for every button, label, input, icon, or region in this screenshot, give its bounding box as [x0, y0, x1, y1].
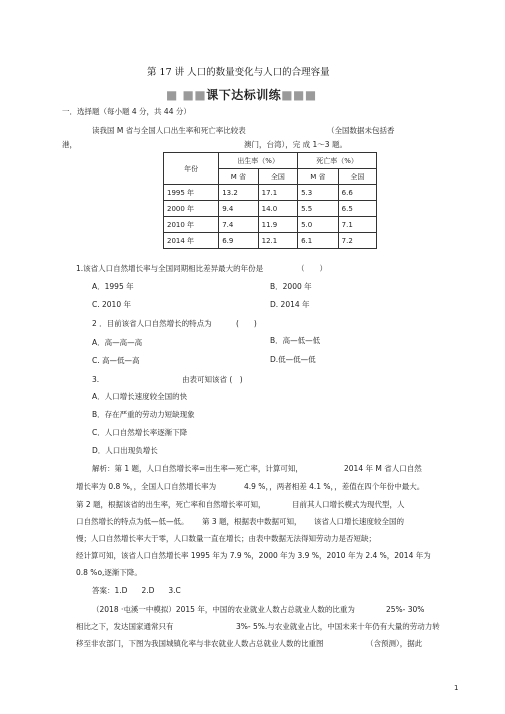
intro-line-1: 读我国 M 省与全国人口出生率和死亡率比较表 [92, 126, 246, 135]
question-3-option-c: C．人口自然增长率逐渐下降 [92, 428, 188, 437]
question-1-option-d: D. 2014 年 [270, 300, 310, 309]
question-3-option-b: B．存在严重的劳动力短缺现象 [92, 410, 195, 419]
analysis-line-1a: 解析：第 1 题，人口自然增长率=出生率—死亡率，计算可知， [92, 464, 303, 473]
table-header-death: 死亡率（%） [298, 153, 377, 169]
analysis-line-6: 经计算可知，该省人口自然增长率 1995 年为 7.9 %，2000 年为 3.9 %，2010 年为 2.4 %，2014 年为 [76, 551, 431, 560]
analysis-line-1b: 2014 年 M 省人口自然 [344, 464, 422, 473]
page-title: 第 17 讲 人口的数量变化与人口的合理容量 [147, 67, 330, 78]
table-cell: 5.5 [298, 201, 339, 217]
banner-text: 课下达标训练 [206, 88, 282, 102]
analysis-line-2a: 增长率为 0.8 %，，全国人口自然增长率为 [76, 482, 217, 491]
analysis-line-2b: 4.9 %，，两者相差 4.1 %，，差值在四个年份中最大。 [244, 482, 425, 491]
banner-right-blocks: ■■■ [281, 88, 317, 102]
table-cell: 6.5 [338, 201, 376, 217]
table-cell: 7.4 [219, 217, 258, 233]
question-2-paren: ( ) [236, 319, 257, 328]
analysis-line-3a: 第 2 题，根据该省的出生率，死亡率和自然增长率可知， [76, 500, 266, 509]
question-2-option-c: C. 高—低—高 [92, 356, 140, 365]
table-row [164, 201, 377, 217]
answer-3: 3.C [168, 586, 181, 595]
analysis-line-5: 慢；人口自然增长率大于零，人口数量一直在增长；由表中数据无法得知劳动力是否短缺； [76, 534, 376, 543]
table-subheader: M 省 [219, 169, 258, 185]
table-cell: 14.0 [258, 201, 297, 217]
next-line-2b: 3%- 5%.与农业就业占比，中国未来十年仍有大量的劳动力转 [236, 622, 440, 631]
next-line-1a: （2018 ·屯溪一中模拟）2015 年，中国的农业就业人数占总就业人数的比重为 [92, 605, 355, 614]
question-3-number: 3. [92, 375, 100, 384]
table-subheader: 全国 [258, 169, 297, 185]
answer-label: 答案： [92, 586, 115, 595]
question-2-option-a: A．高—高—高 [92, 338, 143, 347]
analysis-line-4b: 第 3 题，根据表中数据可知， [202, 517, 302, 526]
table-subheader: 全国 [338, 169, 376, 185]
answer-1: 1.D [114, 586, 128, 595]
table-cell: 17.1 [258, 185, 297, 201]
intro-line-2a: 港， [62, 140, 77, 149]
table-header-year: 年份 [164, 153, 219, 185]
table-cell: 9.4 [219, 201, 258, 217]
table-cell: 6.1 [298, 233, 339, 249]
question-1-option-c: C. 2010 年 [92, 300, 131, 309]
table-row [164, 185, 377, 201]
section-banner [166, 86, 317, 103]
question-3-option-d: D．人口出现负增长 [92, 446, 158, 455]
page-number: 1 [454, 684, 459, 692]
table-cell: 6.9 [219, 233, 258, 249]
birth-death-rate-table [163, 152, 377, 249]
question-2-stem: 2 ．目前该省人口自然增长的特点为 [92, 319, 212, 328]
analysis-line-4c: 该省人口增长速度较全国的 [314, 517, 404, 526]
question-1-paren: （ ） [297, 264, 327, 273]
table-cell: 6.6 [338, 185, 376, 201]
next-line-1b: 25%- 30% [386, 605, 425, 614]
table-cell: 7.1 [338, 217, 376, 233]
table-row [164, 233, 377, 249]
next-line-2a: 相比之下，发达国家通常只有 [76, 622, 174, 631]
table-cell-year: 1995 年 [164, 185, 219, 201]
question-2-option-d: D.低—低—低 [270, 355, 316, 364]
table-row [164, 217, 377, 233]
intro-line-1-note: （全国数据未包括香 [327, 126, 395, 135]
table-cell-year: 2010 年 [164, 217, 219, 233]
question-1-option-b: B．2000 年 [270, 282, 312, 291]
next-line-3a: 移至非农部门，下图为我国城镇化率与非农就业人数占总就业人数的比重图 [76, 639, 324, 648]
table-cell: 5.0 [298, 217, 339, 233]
banner-left-blocks: ■ ■■ [166, 88, 207, 102]
table-subheader: M 省 [298, 169, 339, 185]
intro-line-2b: 澳门，台湾），完 成 1～3 题。 [244, 140, 347, 149]
table-cell: 13.2 [219, 185, 258, 201]
answer-line [92, 586, 181, 596]
question-1-stem: 1.该省人口自然增长率与全国同期相比差异最大的年份是 [76, 264, 264, 273]
next-line-3b: （含预测），据此 [366, 639, 423, 648]
table-cell-year: 2014 年 [164, 233, 219, 249]
analysis-line-4a: 口自然增长的特点为低—低—低。 [76, 517, 189, 526]
analysis-line-7: 0.8 %o,逐渐下降。 [76, 568, 142, 577]
table-cell-year: 2000 年 [164, 201, 219, 217]
table-header-birth: 出生率（%） [219, 153, 298, 169]
question-2-option-b: B．高—低—低 [270, 336, 321, 345]
question-1-option-a: A．1995 年 [92, 282, 134, 291]
table-cell: 12.1 [258, 233, 297, 249]
table-cell: 5.3 [298, 185, 339, 201]
analysis-line-3b: 目前其人口增长模式为现代型，人 [292, 500, 405, 509]
table-cell: 7.2 [338, 233, 376, 249]
question-3-option-a: A．人口增长速度较全国的快 [92, 392, 188, 401]
question-3-stem: 由表可知该省 ( ) [182, 375, 243, 384]
section-heading: 一．选择题（每小题 4 分，共 44 分） [62, 107, 191, 116]
answer-2: 2.D [141, 586, 155, 595]
table-cell: 11.9 [258, 217, 297, 233]
